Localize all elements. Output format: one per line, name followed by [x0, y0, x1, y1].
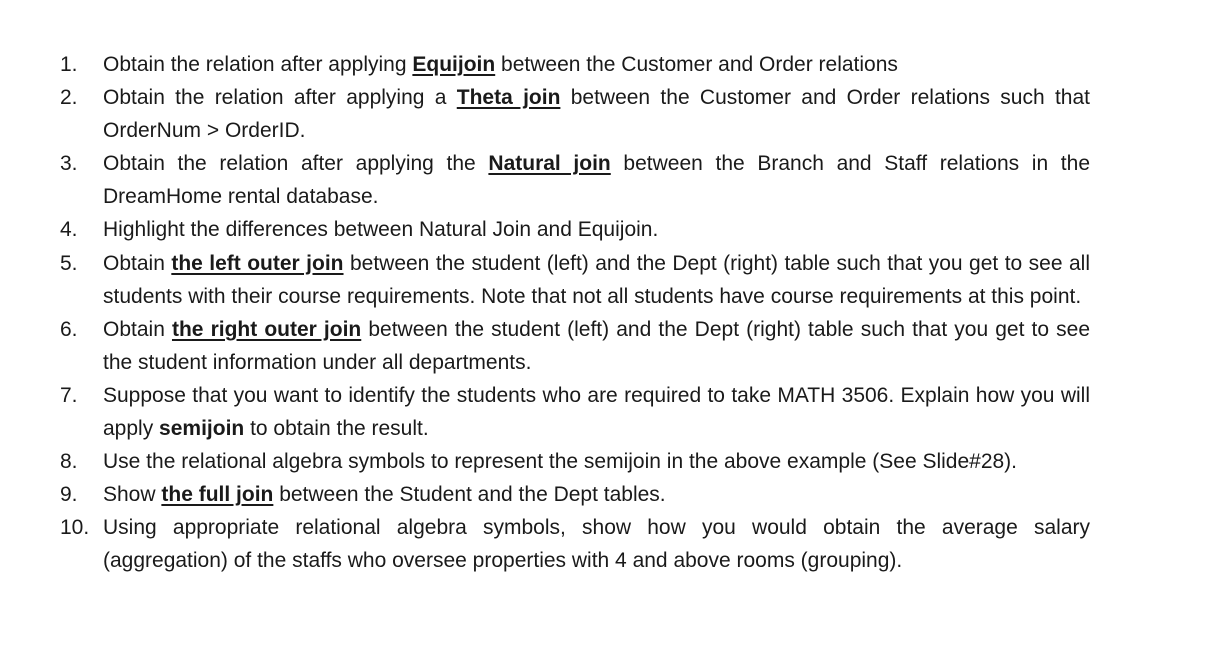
keyword-semijoin: semijoin	[159, 417, 245, 441]
question-number: 9.	[60, 483, 78, 507]
question-number: 10.	[60, 516, 90, 540]
question-number: 8.	[60, 450, 78, 474]
question-text: Obtain the right outer join between the student (left) and the Dept (right) table such that you get to see the student information under all departments.	[103, 317, 1091, 374]
question-text: Highlight the differences between Natural Join and Equijoin.	[103, 218, 659, 242]
question-number: 5.	[60, 251, 78, 275]
question-item-1	[60, 48, 1090, 81]
question-number: 4.	[60, 218, 78, 242]
question-text: Obtain the relation after applying a Theta join between the Customer and Order relations such that OrderNum > OrderID.	[103, 86, 1090, 143]
keyword-equijoin: Equijoin	[412, 53, 496, 76]
question-item-7	[60, 379, 1090, 445]
keyword-full-join: the full join	[161, 483, 274, 507]
question-item-6	[60, 313, 1090, 379]
keyword-left-outer-join: the left outer join	[171, 251, 344, 275]
question-number: 6.	[60, 317, 78, 341]
question-list	[60, 48, 1090, 578]
question-item-3	[60, 147, 1090, 213]
question-item-4	[60, 213, 1090, 246]
keyword-theta-join: Theta join	[456, 86, 561, 110]
question-item-5	[60, 247, 1090, 313]
question-item-10	[60, 511, 1090, 577]
question-number: 1.	[60, 53, 78, 76]
question-text: Use the relational algebra symbols to represent the semijoin in the above example (See Slide#28).	[103, 450, 1018, 474]
question-number: 2.	[60, 86, 78, 110]
question-text: Obtain the relation after applying Equijoin between the Customer and Order relations	[103, 53, 898, 76]
question-item-2	[60, 81, 1090, 147]
keyword-natural-join: Natural join	[488, 152, 611, 176]
question-text: Show the full join between the Student and the Dept tables.	[103, 483, 666, 507]
keyword-right-outer-join: the right outer join	[171, 317, 362, 341]
question-text: Obtain the relation after applying the Natural join between the Branch and Staff relations in the DreamHome rental database.	[103, 152, 1091, 209]
question-item-9	[60, 478, 1090, 511]
question-number: 7.	[60, 383, 78, 407]
question-number: 3.	[60, 152, 78, 176]
question-item-8	[60, 445, 1090, 478]
question-text: Suppose that you want to identify the students who are required to take MATH 3506. Explain how you will apply semijoin to obtain the result.	[103, 383, 1090, 441]
question-text: Obtain the left outer join between the student (left) and the Dept (right) table such that you get to see all students with their course requirements. Note that not all students have course requirements at this point.	[103, 251, 1090, 308]
question-text: Using appropriate relational algebra symbols, show how you would obtain the average salary (aggregation) of the staffs who oversee properties with 4 and above rooms (grouping).	[103, 516, 1090, 573]
